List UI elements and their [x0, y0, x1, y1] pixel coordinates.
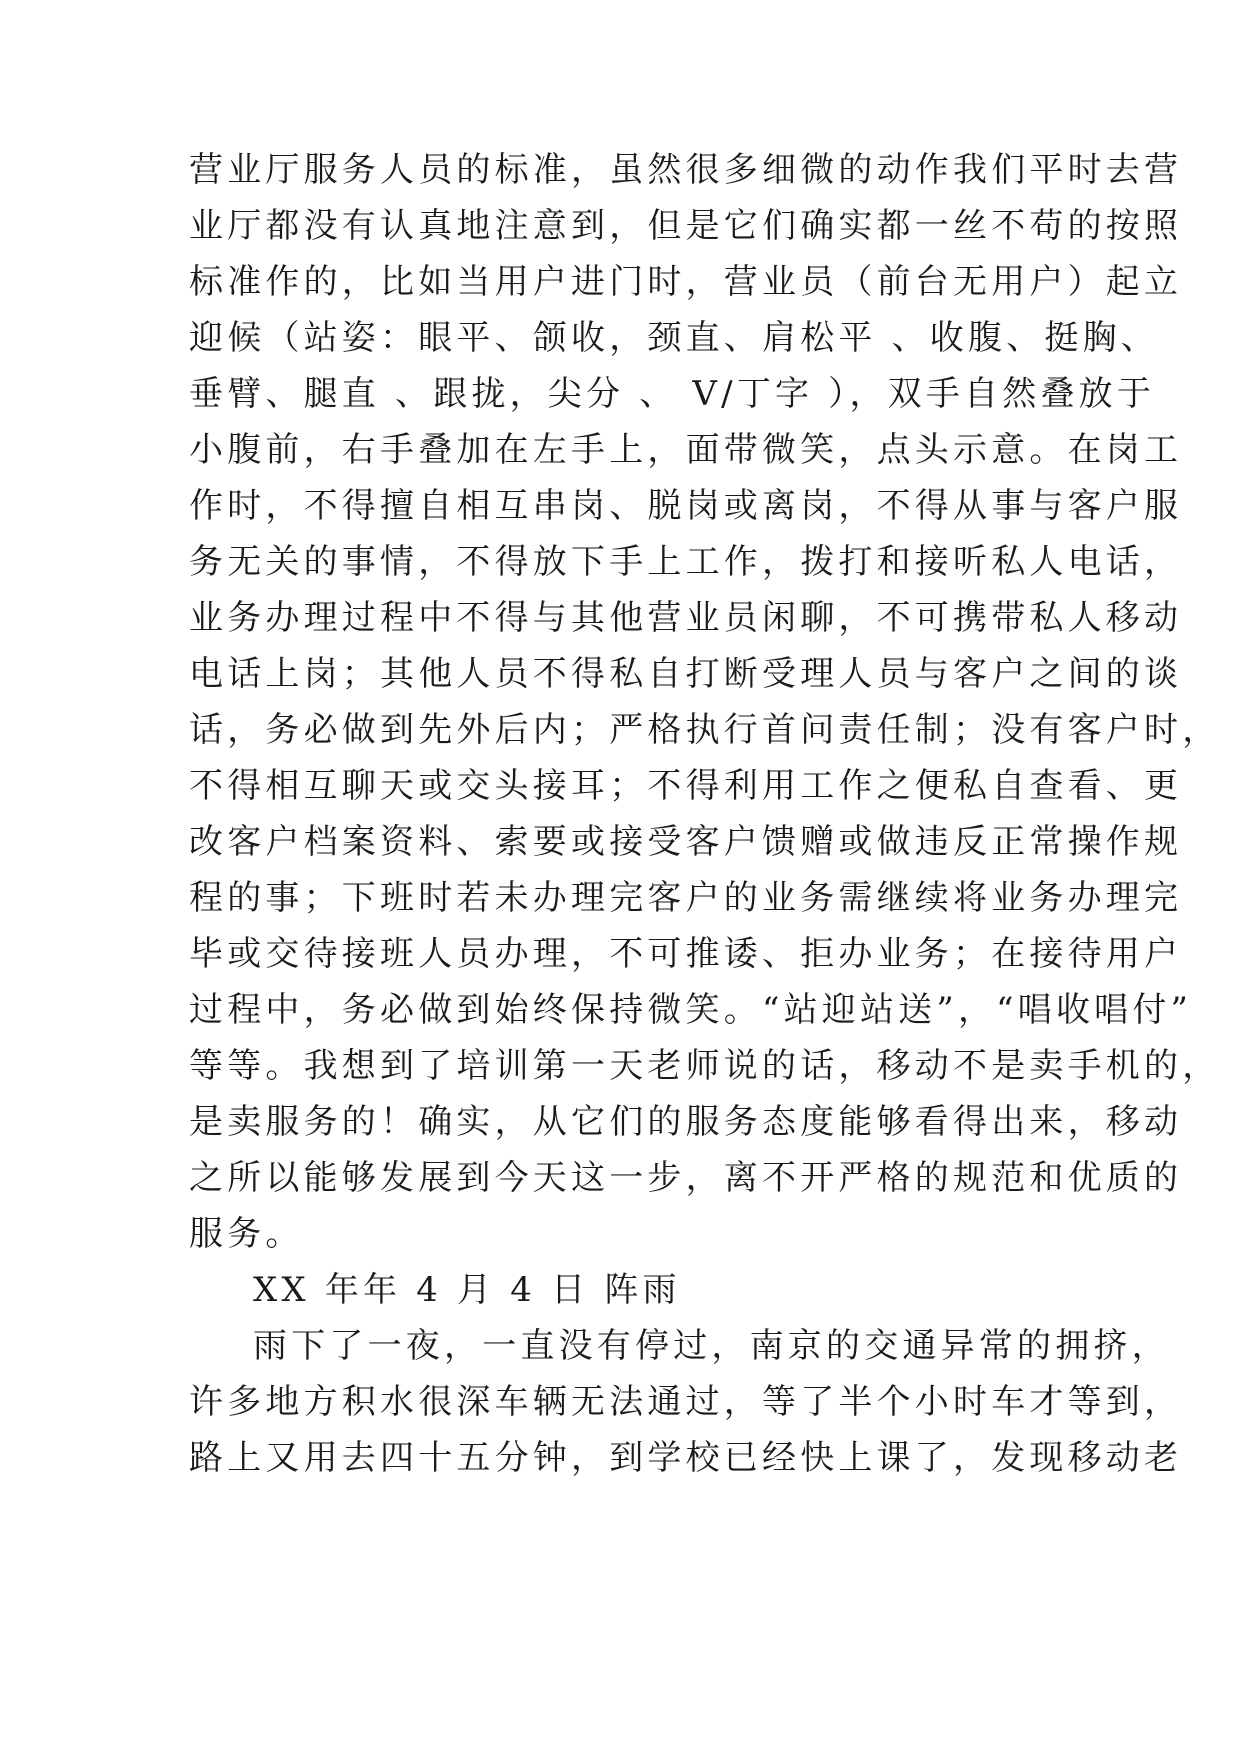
paragraph-line: 服务。: [189, 1214, 304, 1254]
paragraph-line: 营业厅服务人员的标准，虽然很多细微的动作我们平时去营: [189, 150, 1183, 190]
paragraph-line: 程的事；下班时若未办理完客户的业务需继续将业务办理完: [189, 878, 1183, 918]
paragraph-line: 许多地方积水很深车辆无法通过，等了半个小时车才等到，: [189, 1382, 1183, 1422]
paragraph-line: 之所以能够发展到今天这一步，离不开严格的规范和优质的: [189, 1158, 1183, 1198]
paragraph-line: 过程中，务必做到始终保持微笑。“站迎站送”，“唱收唱付”: [189, 990, 1193, 1030]
paragraph-line: 作时，不得擅自相互串岗、脱岗或离岗，不得从事与客户服: [189, 486, 1183, 526]
paragraph-line: 路上又用去四十五分钟，到学校已经快上课了，发现移动老: [189, 1438, 1183, 1478]
paragraph-line: 不得相互聊天或交头接耳；不得利用工作之便私自查看、更: [189, 766, 1183, 806]
paragraph-line: 毕或交待接班人员办理，不可推诿、拒办业务；在接待用户: [189, 934, 1183, 974]
paragraph-line: 雨下了一夜，一直没有停过，南京的交通异常的拥挤，: [253, 1326, 1170, 1366]
paragraph-line: 等等。我想到了培训第一天老师说的话，移动不是卖手机的，: [189, 1046, 1221, 1086]
paragraph-line: 话，务必做到先外后内；严格执行首问责任制；没有客户时，: [189, 710, 1221, 750]
entry-heading: XX 年年 4 月 4 日 阵雨: [253, 1270, 681, 1310]
paragraph-line: 垂臂、腿直 、跟拢，尖分 、 V/丁字 ），双手自然叠放于: [189, 374, 1156, 414]
paragraph-line: 业厅都没有认真地注意到，但是它们确实都一丝不苟的按照: [189, 206, 1183, 246]
paragraph-line: 务无关的事情，不得放下手上工作，拨打和接听私人电话，: [189, 542, 1183, 582]
paragraph-line: 小腹前，右手叠加在左手上，面带微笑，点头示意。在岗工: [189, 430, 1183, 470]
paragraph-line: 业务办理过程中不得与其他营业员闲聊，不可携带私人移动: [189, 598, 1183, 638]
paragraph-line: 迎候（站姿：眼平、颌收，颈直、肩松平 、收腹、挺胸、: [189, 318, 1160, 358]
paragraph-line: 改客户档案资料、索要或接受客户馈赠或做违反正常操作规: [189, 822, 1183, 862]
paragraph-line: 标准作的，比如当用户进门时，营业员（前台无用户）起立: [189, 262, 1183, 302]
paragraph-line: 电话上岗；其他人员不得私自打断受理人员与客户之间的谈: [189, 654, 1183, 694]
paragraph-line: 是卖服务的！确实，从它们的服务态度能够看得出来，移动: [189, 1102, 1183, 1142]
